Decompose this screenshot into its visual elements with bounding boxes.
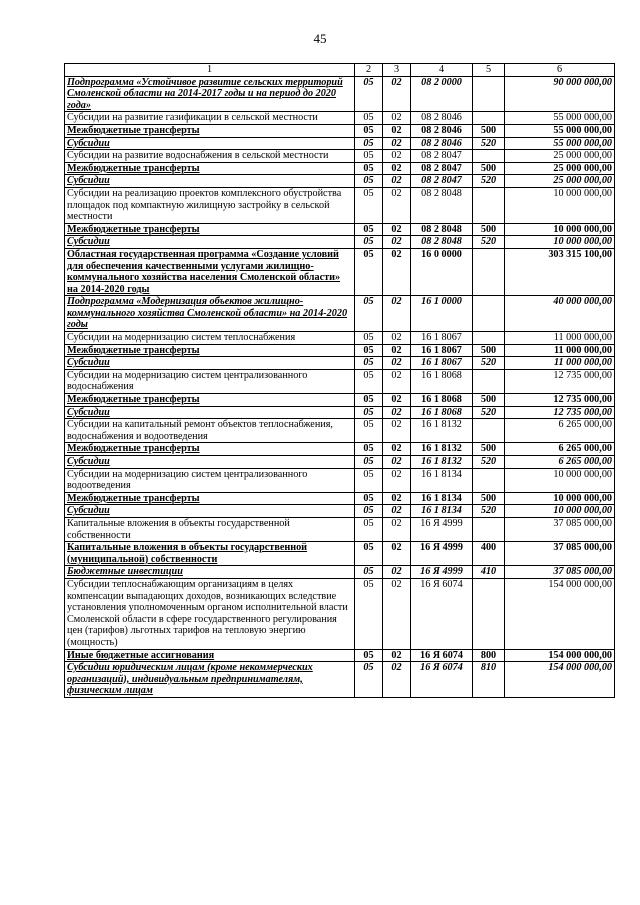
- row-section-cell: 05: [355, 137, 383, 150]
- row-section-cell: 05: [355, 175, 383, 188]
- row-target-code-cell: 08 2 0000: [411, 76, 473, 112]
- row-amount-cell: 37 085 000,00: [505, 566, 615, 579]
- row-target-code-cell: 16 Я 6074: [411, 578, 473, 649]
- row-expense-type-cell: 520: [473, 505, 505, 518]
- row-expense-type-cell: 500: [473, 443, 505, 456]
- row-subsection-cell: 02: [383, 236, 411, 249]
- row-section-cell: 05: [355, 505, 383, 518]
- table-row: [65, 517, 615, 541]
- row-target-code-cell: 16 1 8134: [411, 505, 473, 518]
- row-amount-cell: 154 000 000,00: [505, 662, 615, 698]
- row-expense-type-cell: 520: [473, 175, 505, 188]
- row-name-cell: Межбюджетные трансферты: [65, 492, 355, 505]
- row-expense-type-cell: [473, 517, 505, 541]
- table-row: [65, 566, 615, 579]
- row-subsection-cell: 02: [383, 649, 411, 662]
- row-amount-cell: 55 000 000,00: [505, 112, 615, 125]
- row-amount-cell: 303 315 100,00: [505, 248, 615, 295]
- row-subsection-cell: 02: [383, 124, 411, 137]
- row-amount-cell: 40 000 000,00: [505, 296, 615, 332]
- row-expense-type-cell: 500: [473, 492, 505, 505]
- row-target-code-cell: 08 2 8048: [411, 236, 473, 249]
- row-subsection-cell: 02: [383, 175, 411, 188]
- row-expense-type-cell: [473, 332, 505, 345]
- row-subsection-cell: 02: [383, 456, 411, 469]
- row-subsection-cell: 02: [383, 357, 411, 370]
- row-name-cell: Субсидии: [65, 236, 355, 249]
- row-name-cell: Субсидии на развитие газификации в сельской местности: [65, 112, 355, 125]
- row-section-cell: 05: [355, 662, 383, 698]
- header-col-5: 5: [473, 64, 505, 77]
- table-row: [65, 406, 615, 419]
- row-expense-type-cell: 500: [473, 344, 505, 357]
- row-section-cell: 05: [355, 517, 383, 541]
- row-subsection-cell: 02: [383, 344, 411, 357]
- row-section-cell: 05: [355, 296, 383, 332]
- row-name-cell: Субсидии юридическим лицам (кроме некоммерческих организаций), индивидуальным предпринимателям, физическим лицам: [65, 662, 355, 698]
- row-target-code-cell: 16 Я 4999: [411, 542, 473, 566]
- row-target-code-cell: 16 1 8132: [411, 456, 473, 469]
- row-amount-cell: 12 735 000,00: [505, 369, 615, 393]
- row-amount-cell: 11 000 000,00: [505, 332, 615, 345]
- row-amount-cell: 25 000 000,00: [505, 150, 615, 163]
- table-row: [65, 505, 615, 518]
- row-subsection-cell: 02: [383, 505, 411, 518]
- row-amount-cell: 11 000 000,00: [505, 344, 615, 357]
- row-target-code-cell: 16 1 8068: [411, 406, 473, 419]
- row-section-cell: 05: [355, 443, 383, 456]
- row-section-cell: 05: [355, 369, 383, 393]
- row-expense-type-cell: 520: [473, 236, 505, 249]
- row-name-cell: Субсидии: [65, 406, 355, 419]
- row-target-code-cell: 08 2 8048: [411, 187, 473, 223]
- header-col-2: 2: [355, 64, 383, 77]
- row-expense-type-cell: 810: [473, 662, 505, 698]
- row-section-cell: 05: [355, 394, 383, 407]
- row-target-code-cell: 16 1 0000: [411, 296, 473, 332]
- row-name-cell: Субсидии на модернизацию систем централизованного водоотведения: [65, 468, 355, 492]
- table-row: [65, 150, 615, 163]
- row-subsection-cell: 02: [383, 248, 411, 295]
- row-expense-type-cell: [473, 112, 505, 125]
- row-expense-type-cell: [473, 369, 505, 393]
- row-name-cell: Бюджетные инвестиции: [65, 566, 355, 579]
- row-section-cell: 05: [355, 112, 383, 125]
- row-amount-cell: 6 265 000,00: [505, 456, 615, 469]
- row-name-cell: Субсидии: [65, 137, 355, 150]
- table-row: [65, 468, 615, 492]
- row-name-cell: Межбюджетные трансферты: [65, 443, 355, 456]
- header-col-4: 4: [411, 64, 473, 77]
- row-amount-cell: 10 000 000,00: [505, 223, 615, 236]
- row-name-cell: Субсидии на модернизацию систем теплоснабжения: [65, 332, 355, 345]
- table-row: [65, 236, 615, 249]
- row-amount-cell: 37 085 000,00: [505, 542, 615, 566]
- table-row: [65, 296, 615, 332]
- row-name-cell: Субсидии на развитие водоснабжения в сельской местности: [65, 150, 355, 163]
- row-name-cell: Субсидии на реализацию проектов комплексного обустройства площадок под компактную жилищную застройку в сельской местности: [65, 187, 355, 223]
- row-section-cell: 05: [355, 649, 383, 662]
- row-name-cell: Подпрограмма «Модернизация объектов жилищно-коммунального хозяйства Смоленской области» на 2014-2020 годы: [65, 296, 355, 332]
- table-row: [65, 344, 615, 357]
- row-target-code-cell: 16 1 8068: [411, 369, 473, 393]
- row-amount-cell: 25 000 000,00: [505, 175, 615, 188]
- row-target-code-cell: 16 1 8134: [411, 492, 473, 505]
- row-expense-type-cell: 400: [473, 542, 505, 566]
- table-row: [65, 357, 615, 370]
- row-expense-type-cell: [473, 248, 505, 295]
- row-subsection-cell: 02: [383, 137, 411, 150]
- row-section-cell: 05: [355, 124, 383, 137]
- row-section-cell: 05: [355, 578, 383, 649]
- row-subsection-cell: 02: [383, 296, 411, 332]
- row-section-cell: 05: [355, 419, 383, 443]
- table-row: [65, 369, 615, 393]
- table-row: [65, 394, 615, 407]
- table-row: [65, 137, 615, 150]
- row-subsection-cell: 02: [383, 76, 411, 112]
- row-name-cell: Областная государственная программа «Создание условий для обеспечения качественными услугами жилищно-коммунального хозяйства населения Смоленской области» на 2014-2020 годы: [65, 248, 355, 295]
- row-expense-type-cell: 520: [473, 357, 505, 370]
- header-col-3: 3: [383, 64, 411, 77]
- row-amount-cell: 6 265 000,00: [505, 419, 615, 443]
- table-header-row: [65, 64, 615, 77]
- row-expense-type-cell: 500: [473, 223, 505, 236]
- row-name-cell: Иные бюджетные ассигнования: [65, 649, 355, 662]
- row-expense-type-cell: [473, 187, 505, 223]
- row-subsection-cell: 02: [383, 332, 411, 345]
- row-name-cell: Межбюджетные трансферты: [65, 344, 355, 357]
- row-target-code-cell: 16 1 8068: [411, 394, 473, 407]
- row-name-cell: Капитальные вложения в объекты государственной (муниципальной) собственности: [65, 542, 355, 566]
- row-subsection-cell: 02: [383, 662, 411, 698]
- page-number: 45: [313, 31, 327, 46]
- row-expense-type-cell: 520: [473, 456, 505, 469]
- row-section-cell: 05: [355, 150, 383, 163]
- row-target-code-cell: 08 2 8047: [411, 150, 473, 163]
- row-section-cell: 05: [355, 332, 383, 345]
- row-section-cell: 05: [355, 542, 383, 566]
- row-section-cell: 05: [355, 76, 383, 112]
- table-row: [65, 578, 615, 649]
- row-subsection-cell: 02: [383, 419, 411, 443]
- row-name-cell: Субсидии: [65, 175, 355, 188]
- row-expense-type-cell: [473, 296, 505, 332]
- row-target-code-cell: 16 Я 4999: [411, 517, 473, 541]
- row-subsection-cell: 02: [383, 369, 411, 393]
- row-expense-type-cell: [473, 419, 505, 443]
- budget-table: [64, 63, 615, 698]
- row-subsection-cell: 02: [383, 468, 411, 492]
- row-name-cell: Субсидии на модернизацию систем централизованного водоснабжения: [65, 369, 355, 393]
- row-amount-cell: 10 000 000,00: [505, 236, 615, 249]
- row-amount-cell: 10 000 000,00: [505, 187, 615, 223]
- table-row: [65, 162, 615, 175]
- row-amount-cell: 10 000 000,00: [505, 505, 615, 518]
- row-target-code-cell: 16 Я 4999: [411, 566, 473, 579]
- row-expense-type-cell: 500: [473, 124, 505, 137]
- row-target-code-cell: 16 Я 6074: [411, 649, 473, 662]
- row-amount-cell: 90 000 000,00: [505, 76, 615, 112]
- row-subsection-cell: 02: [383, 517, 411, 541]
- row-name-cell: Субсидии: [65, 456, 355, 469]
- row-expense-type-cell: 500: [473, 394, 505, 407]
- row-section-cell: 05: [355, 223, 383, 236]
- table-row: [65, 456, 615, 469]
- row-target-code-cell: 16 1 8067: [411, 332, 473, 345]
- row-target-code-cell: 08 2 8046: [411, 137, 473, 150]
- table-row: [65, 332, 615, 345]
- row-amount-cell: 10 000 000,00: [505, 468, 615, 492]
- row-amount-cell: 11 000 000,00: [505, 357, 615, 370]
- row-expense-type-cell: 800: [473, 649, 505, 662]
- table-row: [65, 443, 615, 456]
- row-name-cell: Субсидии: [65, 357, 355, 370]
- row-target-code-cell: 16 1 8134: [411, 468, 473, 492]
- row-name-cell: Подпрограмма «Устойчивое развитие сельских территорий Смоленской области на 2014-2017 годы и на период до 2020 года»: [65, 76, 355, 112]
- row-amount-cell: 154 000 000,00: [505, 578, 615, 649]
- row-section-cell: 05: [355, 357, 383, 370]
- table-row: [65, 248, 615, 295]
- row-section-cell: 05: [355, 162, 383, 175]
- row-section-cell: 05: [355, 566, 383, 579]
- row-target-code-cell: 16 1 8067: [411, 357, 473, 370]
- header-col-6: 6: [505, 64, 615, 77]
- table-row: [65, 492, 615, 505]
- row-section-cell: 05: [355, 344, 383, 357]
- table-row: [65, 187, 615, 223]
- row-target-code-cell: 08 2 8046: [411, 112, 473, 125]
- row-amount-cell: 10 000 000,00: [505, 492, 615, 505]
- row-amount-cell: 25 000 000,00: [505, 162, 615, 175]
- table-row: [65, 112, 615, 125]
- row-expense-type-cell: [473, 150, 505, 163]
- row-name-cell: Межбюджетные трансферты: [65, 223, 355, 236]
- row-subsection-cell: 02: [383, 492, 411, 505]
- row-section-cell: 05: [355, 468, 383, 492]
- row-subsection-cell: 02: [383, 187, 411, 223]
- row-section-cell: 05: [355, 236, 383, 249]
- row-subsection-cell: 02: [383, 578, 411, 649]
- row-expense-type-cell: 520: [473, 406, 505, 419]
- row-target-code-cell: 16 1 8132: [411, 419, 473, 443]
- row-target-code-cell: 08 2 8046: [411, 124, 473, 137]
- row-target-code-cell: 08 2 8047: [411, 175, 473, 188]
- row-subsection-cell: 02: [383, 112, 411, 125]
- row-target-code-cell: 16 Я 6074: [411, 662, 473, 698]
- row-subsection-cell: 02: [383, 443, 411, 456]
- row-section-cell: 05: [355, 492, 383, 505]
- header-col-1: 1: [65, 64, 355, 77]
- table-row: [65, 419, 615, 443]
- row-name-cell: Субсидии: [65, 505, 355, 518]
- row-expense-type-cell: 520: [473, 137, 505, 150]
- row-target-code-cell: 16 0 0000: [411, 248, 473, 295]
- row-section-cell: 05: [355, 406, 383, 419]
- row-subsection-cell: 02: [383, 394, 411, 407]
- row-name-cell: Межбюджетные трансферты: [65, 124, 355, 137]
- row-section-cell: 05: [355, 248, 383, 295]
- row-amount-cell: 37 085 000,00: [505, 517, 615, 541]
- row-subsection-cell: 02: [383, 162, 411, 175]
- row-expense-type-cell: 410: [473, 566, 505, 579]
- row-amount-cell: 154 000 000,00: [505, 649, 615, 662]
- row-subsection-cell: 02: [383, 406, 411, 419]
- row-section-cell: 05: [355, 456, 383, 469]
- table-row: [65, 76, 615, 112]
- row-amount-cell: 55 000 000,00: [505, 124, 615, 137]
- row-name-cell: Межбюджетные трансферты: [65, 394, 355, 407]
- row-expense-type-cell: [473, 578, 505, 649]
- row-expense-type-cell: [473, 468, 505, 492]
- table-row: [65, 649, 615, 662]
- table-row: [65, 662, 615, 698]
- row-amount-cell: 12 735 000,00: [505, 394, 615, 407]
- row-amount-cell: 12 735 000,00: [505, 406, 615, 419]
- row-target-code-cell: 08 2 8048: [411, 223, 473, 236]
- row-name-cell: Субсидии на капитальный ремонт объектов теплоснабжения, водоснабжения и водоотведения: [65, 419, 355, 443]
- row-subsection-cell: 02: [383, 223, 411, 236]
- row-name-cell: Межбюджетные трансферты: [65, 162, 355, 175]
- row-subsection-cell: 02: [383, 542, 411, 566]
- row-amount-cell: 55 000 000,00: [505, 137, 615, 150]
- row-target-code-cell: 16 1 8067: [411, 344, 473, 357]
- row-section-cell: 05: [355, 187, 383, 223]
- row-name-cell: Капитальные вложения в объекты государственной собственности: [65, 517, 355, 541]
- table-row: [65, 223, 615, 236]
- row-amount-cell: 6 265 000,00: [505, 443, 615, 456]
- table-row: [65, 175, 615, 188]
- row-expense-type-cell: 500: [473, 162, 505, 175]
- row-expense-type-cell: [473, 76, 505, 112]
- table-row: [65, 124, 615, 137]
- row-subsection-cell: 02: [383, 566, 411, 579]
- table-row: [65, 542, 615, 566]
- row-target-code-cell: 16 1 8132: [411, 443, 473, 456]
- row-target-code-cell: 08 2 8047: [411, 162, 473, 175]
- row-subsection-cell: 02: [383, 150, 411, 163]
- row-name-cell: Субсидии теплоснабжающим организациям в целях компенсации выпадающих доходов, возникающих вследствие установления уполномоченным органом исполнительной власти Смоленской области в сфере государственного регулирования цен (тарифов) льготных тарифов на тепловую энергию (мощность): [65, 578, 355, 649]
